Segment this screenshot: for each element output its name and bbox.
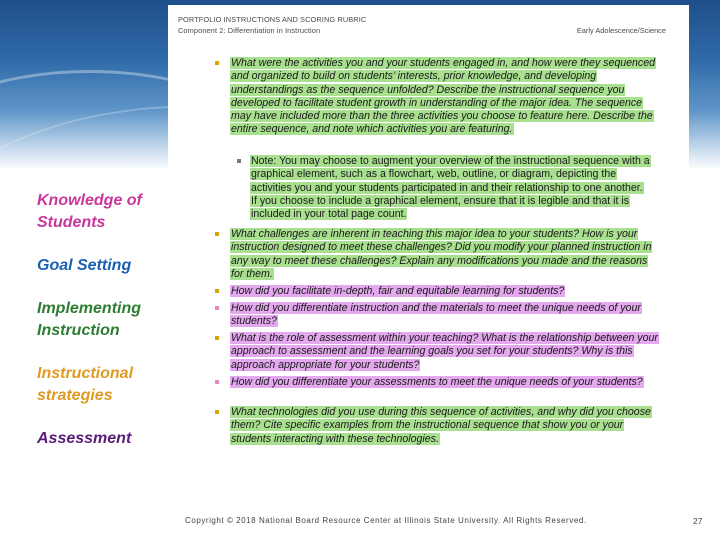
rubric-item-challenges bbox=[230, 228, 660, 281]
bullet-icon bbox=[215, 336, 219, 340]
bullet-icon bbox=[215, 380, 219, 384]
rubric-item-equitable-learning bbox=[230, 285, 660, 298]
document-header bbox=[178, 14, 678, 36]
rubric-note bbox=[250, 155, 650, 221]
rubric-item-differentiate-assessments bbox=[230, 376, 660, 389]
document-title: PORTFOLIO INSTRUCTIONS AND SCORING RUBRIC bbox=[178, 15, 367, 24]
side-label-goal-setting: Goal Setting bbox=[37, 257, 132, 274]
rubric-item-text: What were the activities you and your students engaged in, and how were they sequenced and organized to build on students’ interests, prior knowledge, and developing understandings as the sequence unfolded? Describe the instructional sequence you developed to facilitate student growth in understanding of the major idea. The sequence may have included more than the three activities you choose to feature here. Describe the entire sequence, and note which activities you are featuring. bbox=[231, 57, 656, 136]
rubric-note-text: Note: You may choose to augment your overview of the instructional sequence with a graphical element, such as a flowchart, web, outline, or diagram, depicting the activities you and your students participated in and their relationship to one another. If you choose to include a graphical element, ensure that it is legible and that it is included in your total page count. bbox=[251, 155, 650, 221]
bullet-icon bbox=[215, 410, 219, 414]
rubric-item-differentiate-instruction bbox=[230, 302, 660, 329]
bullet-icon bbox=[215, 289, 219, 293]
copyright-footer: Copyright © 2018 National Board Resource Center at Illinois State University. All Rights Reserved. bbox=[185, 516, 587, 525]
bullet-icon bbox=[215, 232, 219, 236]
rubric-item-technologies bbox=[230, 406, 660, 446]
side-label-instructional-strategies: Instructional strategies bbox=[37, 365, 134, 404]
rubric-item-text: What challenges are inherent in teaching this major idea to your students? How is your instruction designed to meet these challenges? Did you modify your planned instruction in any way to meet these challenges? Explain any modifications you made and the reasons for them. bbox=[231, 228, 652, 280]
rubric-item-text: What is the role of assessment within your teaching? What is the relationship between your approach to assessment and the learning goals you set for your students? Why is this approach appropriate for your students? bbox=[231, 332, 658, 371]
document-subtitle: Component 2: Differentiation in Instruction bbox=[178, 26, 321, 35]
rubric-item-text: How did you facilitate in-depth, fair and equitable learning for students? bbox=[231, 285, 565, 297]
rubric-document-image bbox=[168, 5, 689, 445]
side-label-knowledge-of-students: Knowledge of Students bbox=[37, 192, 142, 231]
document-grade-level: Early Adolescence/Science bbox=[576, 26, 666, 35]
rubric-item-text: How did you differentiate your assessments to meet the unique needs of your students? bbox=[231, 376, 643, 388]
rubric-item-assessment-role bbox=[230, 332, 660, 372]
bullet-icon bbox=[215, 61, 219, 65]
side-label-implementing-instruction: Implementing Instruction bbox=[37, 300, 142, 339]
rubric-item-text: What technologies did you use during this sequence of activities, and why did you choose them? Cite specific examples from the instructional sequence that show you or your students interacting with these technologies. bbox=[231, 406, 651, 445]
bullet-icon bbox=[215, 306, 219, 310]
bullet-icon bbox=[237, 159, 241, 163]
side-label-assessment: Assessment bbox=[37, 430, 132, 447]
page-number: 27 bbox=[693, 516, 703, 526]
rubric-item-activities bbox=[230, 57, 660, 137]
rubric-item-text: How did you differentiate instruction and the materials to meet the unique needs of your students? bbox=[231, 302, 641, 328]
